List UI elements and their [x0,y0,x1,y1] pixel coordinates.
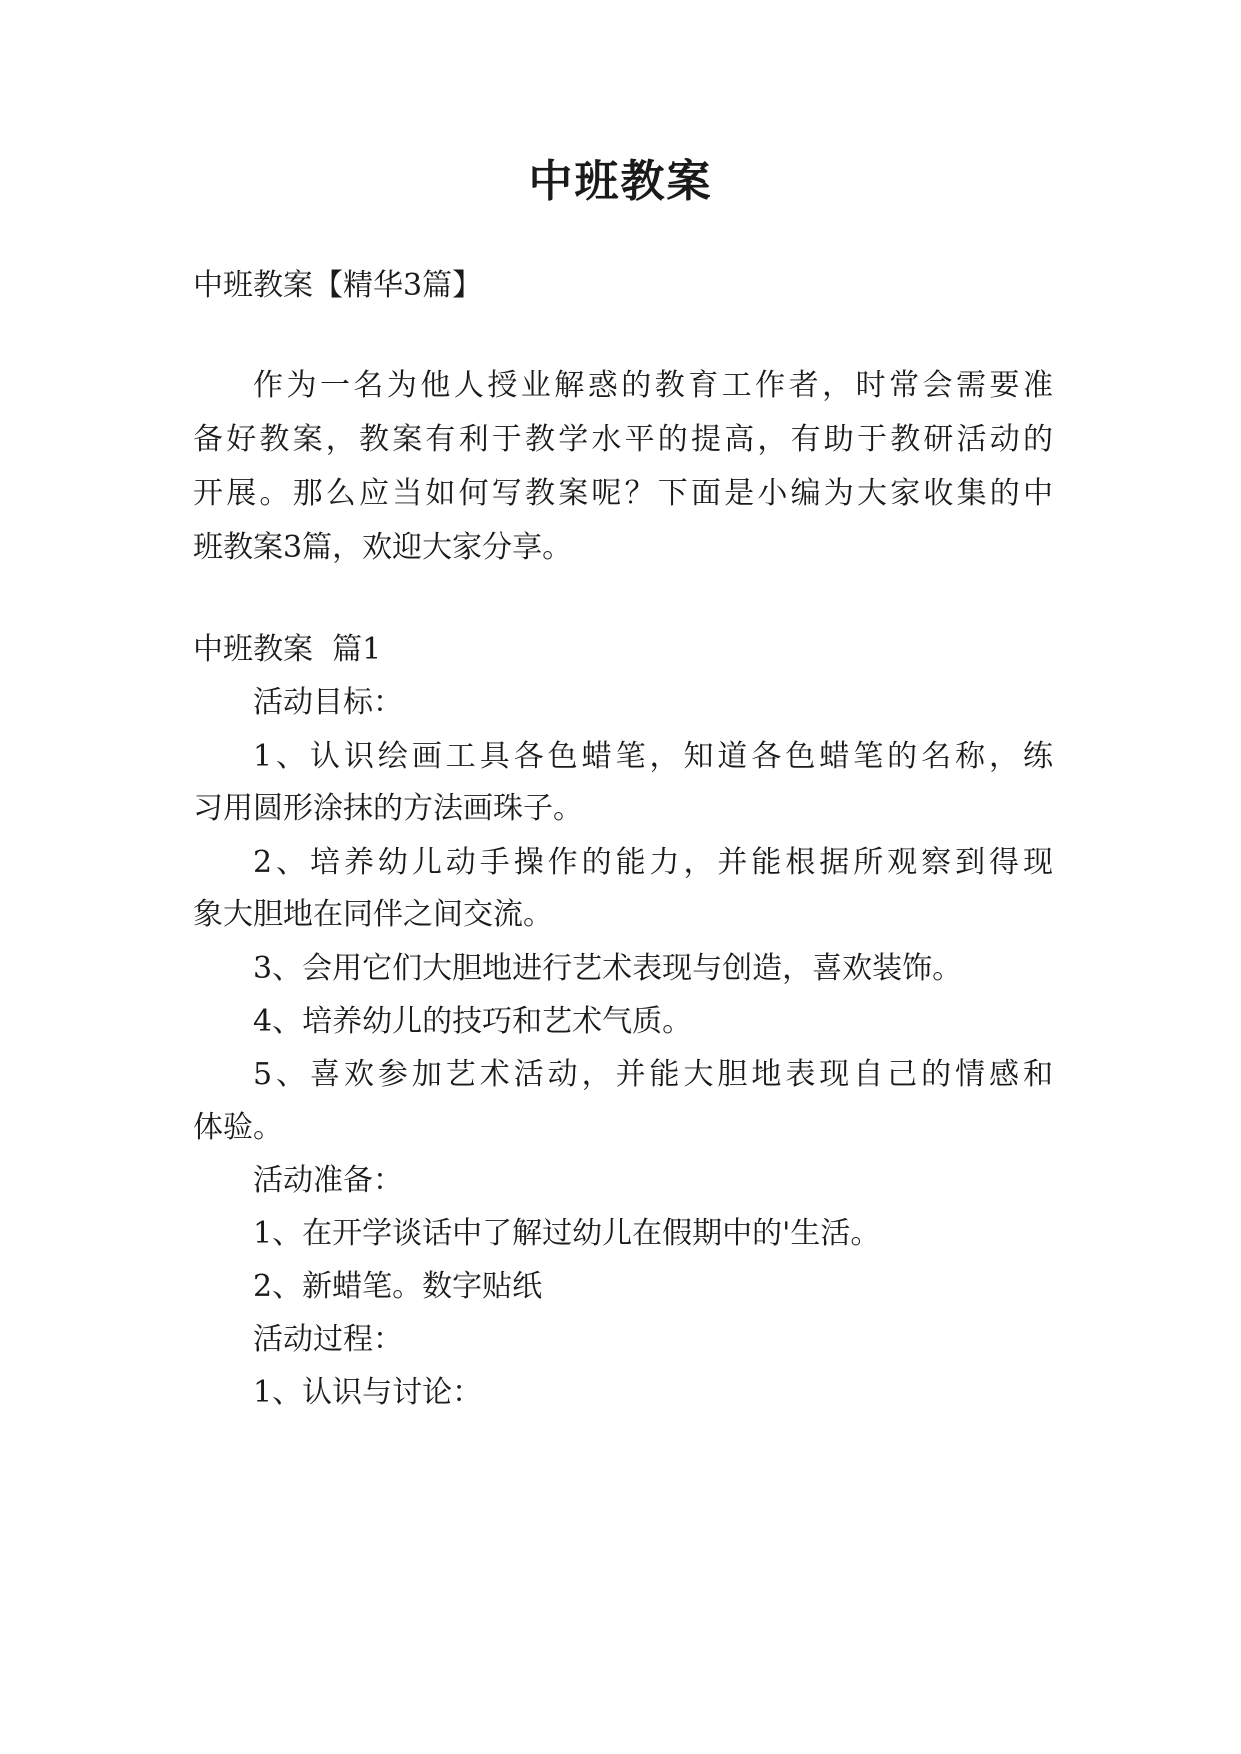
goals-heading: 活动目标： [253,685,403,720]
goal-line-3: 2、培养幼儿动手操作的能力，并能根据所观察到得现 [253,845,1053,880]
goal-line-5: 3、会用它们大胆地进行艺术表现与创造，喜欢装饰。 [253,951,963,986]
intro-line-3: 开展。那么应当如何写教案呢？下面是小编为大家收集的中 [193,476,1053,511]
process-line-1: 1、认识与讨论： [253,1375,483,1410]
goal-line-4: 象大胆地在同伴之间交流。 [193,897,553,932]
intro-line-2: 备好教案，教案有利于教学水平的提高，有助于教研活动的 [193,422,1053,457]
goal-line-1: 1、认识绘画工具各色蜡笔，知道各色蜡笔的名称，练 [253,739,1053,774]
goal-line-6: 4、培养幼儿的技巧和艺术气质。 [253,1004,693,1039]
goal-line-7: 5、喜欢参加艺术活动，并能大胆地表现自己的情感和 [253,1057,1053,1092]
intro-line-4: 班教案3篇，欢迎大家分享。 [193,530,573,565]
prep-line-1: 1、在开学谈话中了解过幼儿在假期中的'生活。 [253,1216,881,1251]
prep-line-2: 2、新蜡笔。数字贴纸 [253,1269,543,1304]
document-title: 中班教案 [528,156,713,207]
goal-line-8: 体验。 [193,1110,283,1145]
goal-line-2: 习用圆形涂抹的方法画珠子。 [193,791,583,826]
prep-heading: 活动准备： [253,1163,403,1198]
intro-line-1: 作为一名为他人授业解惑的教育工作者，时常会需要准 [253,368,1053,403]
document-subtitle: 中班教案【精华3篇】 [193,268,483,303]
process-heading: 活动过程： [253,1322,403,1357]
section-heading: 中班教案 篇1 [193,632,382,667]
